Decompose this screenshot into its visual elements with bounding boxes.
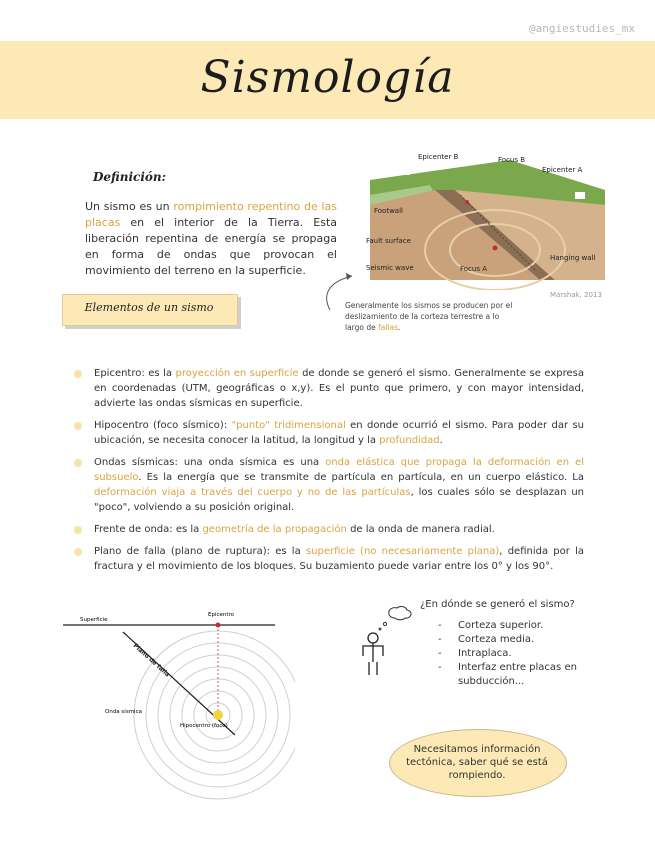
label-epicenter-b: Epicenter B	[418, 153, 459, 161]
label-fault-surface: Fault surface	[366, 237, 411, 245]
house-icon	[575, 192, 585, 199]
figure-credit: Marshak, 2013	[550, 291, 602, 299]
label-onda-sismica: Onda sísmica	[105, 709, 142, 715]
label-hipocentro: Hipocentro (foco)	[180, 723, 228, 729]
note-text: Necesitamos información tectónica, saber qué se está rompiendo.	[406, 744, 548, 781]
list-item: - Corteza superior.	[438, 620, 544, 631]
definition-label: Definición:	[93, 170, 167, 184]
label-footwall: Footwall	[374, 207, 403, 215]
question-title: ¿En dónde se generó el sismo?	[420, 599, 575, 610]
bullet-icon	[74, 422, 82, 430]
list-item: - Intraplaca.	[438, 648, 512, 659]
elements-label: Elementos de un sismo	[84, 301, 214, 314]
label-seismic-wave: Seismic wave	[366, 264, 414, 272]
bullet-icon	[74, 370, 82, 378]
list-item: Frente de onda: es la geometría de la propagación de la onda de manera radial.	[74, 522, 584, 537]
list-item: - Interfaz entre placas en subducción...	[438, 662, 577, 687]
thinking-person-icon	[355, 600, 415, 680]
bullet-icon	[74, 548, 82, 556]
focus-b-marker	[465, 200, 469, 204]
house-icon	[400, 168, 410, 175]
hypocenter-marker	[213, 710, 223, 720]
focus-a-marker	[493, 246, 498, 251]
watermark: @angiestudies_mx	[529, 22, 635, 35]
elements-list	[74, 366, 584, 581]
label-focus-b: Focus B	[498, 156, 526, 164]
label-superficie: Superficie	[80, 617, 108, 623]
label-epicenter-a: Epicenter A	[542, 166, 583, 174]
definition-text: Un sismo es un rompimiento repentino de las placas en el interior de la Tierra. Esta liberación repentina de energía se propaga en forma de ondas que provocan el movimiento del terreno en la superficie.	[85, 200, 337, 277]
list-item: - Corteza media.	[438, 634, 535, 645]
wave-diagram	[55, 605, 295, 805]
list-item: Hipocentro (foco sísmico): "punto" tridimensional en donde ocurrió el sismo. Para poder dar su ubicación, se necesita conocer la latitud, la longitud y la profundidad.	[74, 418, 584, 448]
label-plano-falla: Plano de falla	[131, 642, 171, 679]
label-focus-a: Focus A	[460, 265, 488, 273]
label-epicentro: Epicentro	[208, 612, 235, 618]
epicenter-marker	[216, 623, 221, 628]
label-hanging-wall: Hanging wall	[550, 254, 596, 262]
question-options	[438, 619, 588, 689]
list-item: Plano de falla (plano de ruptura): es la superficie (no necesariamente plana), definida por la fractura y el movimiento de los bloques. Su buzamiento puede variar entre los 0° y los 90°.	[74, 544, 584, 574]
figure-caption: Generalmente los sismos se producen por el deslizamiento de la corteza terrestre a lo largo de fallas.	[345, 301, 513, 332]
bullet-icon	[74, 459, 82, 467]
list-item: Ondas sísmicas: una onda sísmica es una onda elástica que propaga la deformación en el subsuelo. Es la energía que se transmite de partícula en partícula, en un cuerpo elástico. La deformación viaja a través del cuerpo y no de las partículas, los cuales sólo se desplazan un "poco", volviendo a su posición original.	[74, 455, 584, 515]
bullet-icon	[74, 526, 82, 534]
fault-block-figure	[360, 150, 615, 290]
list-item: Epicentro: es la proyección en superficie de donde se generó el sismo. Generalmente se expresa en coordenadas (UTM, geográficas o x,y). Es el punto que primero, y con mayor intensidad, advierte las ondas sísmicas en superficie.	[74, 366, 584, 411]
page-title: Sismología	[200, 52, 455, 103]
